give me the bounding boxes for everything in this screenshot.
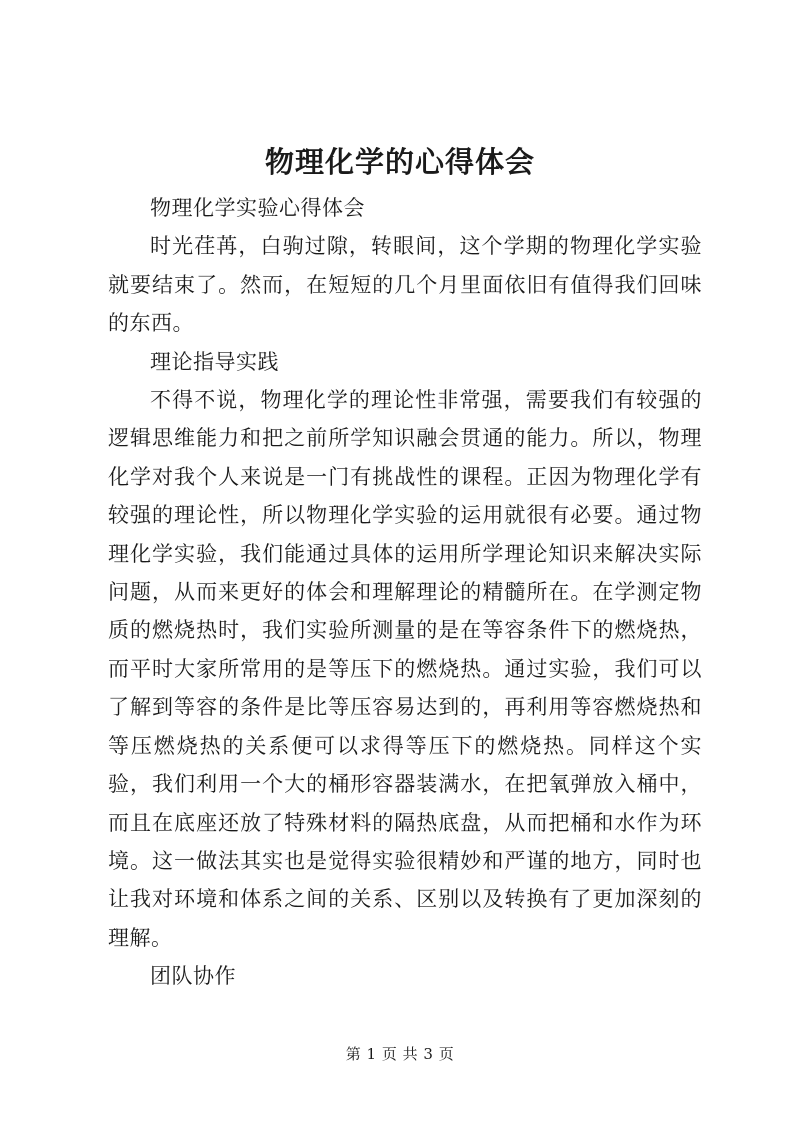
- document-body: [108, 189, 702, 996]
- document-subtitle: 物理化学实验心得体会: [150, 196, 365, 220]
- section-heading-teamwork: 团队协作: [150, 964, 236, 989]
- page-footer: 第 1 页 共 3 页: [345, 1045, 455, 1063]
- document-title: 物理化学的心得体会: [264, 145, 535, 179]
- section-heading-theory-practice: 理论指导实践: [150, 349, 279, 374]
- paragraph-theory-practice: 不得不说，物理化学的理论性非常强，需要我们有较强的逻辑思维能力和把之前所学知识融会贯通的能力。所以，物理化学对我个人来说是一门有挑战性的课程。正因为物理化学有较强的理论性，所以物理化学实验的运用就很有必要。通过物理化学实验，我们能通过具体的运用所学理论知识来解决实际问题，从而来更好的体会和理解理论的精髓所在。在学测定物质的燃烧热时，我们实验所测量的是在等容条件下的燃烧热，而平时大家所常用的是等压下的燃烧热。通过实验，我们可以了解到等容的条件是比等压容易达到的，再利用等容燃烧热和等压燃烧热的关系便可以求得等压下的燃烧热。同样这个实验，我们利用一个大的桶形容器装满水，在把氧弹放入桶中，而且在底座还放了特殊材料的隔热底盘，从而把桶和水作为环境。这一做法其实也是觉得实验很精妙和严谨的地方，同时也让我对环境和体系之间的关系、区别以及转换有了更加深刻的理解。: [108, 388, 702, 950]
- paragraph-intro: 时光荏苒，白驹过隙，转眼间，这个学期的物理化学实验就要结束了。然而，在短短的几个月里面依旧有值得我们回味的东西。: [108, 234, 702, 336]
